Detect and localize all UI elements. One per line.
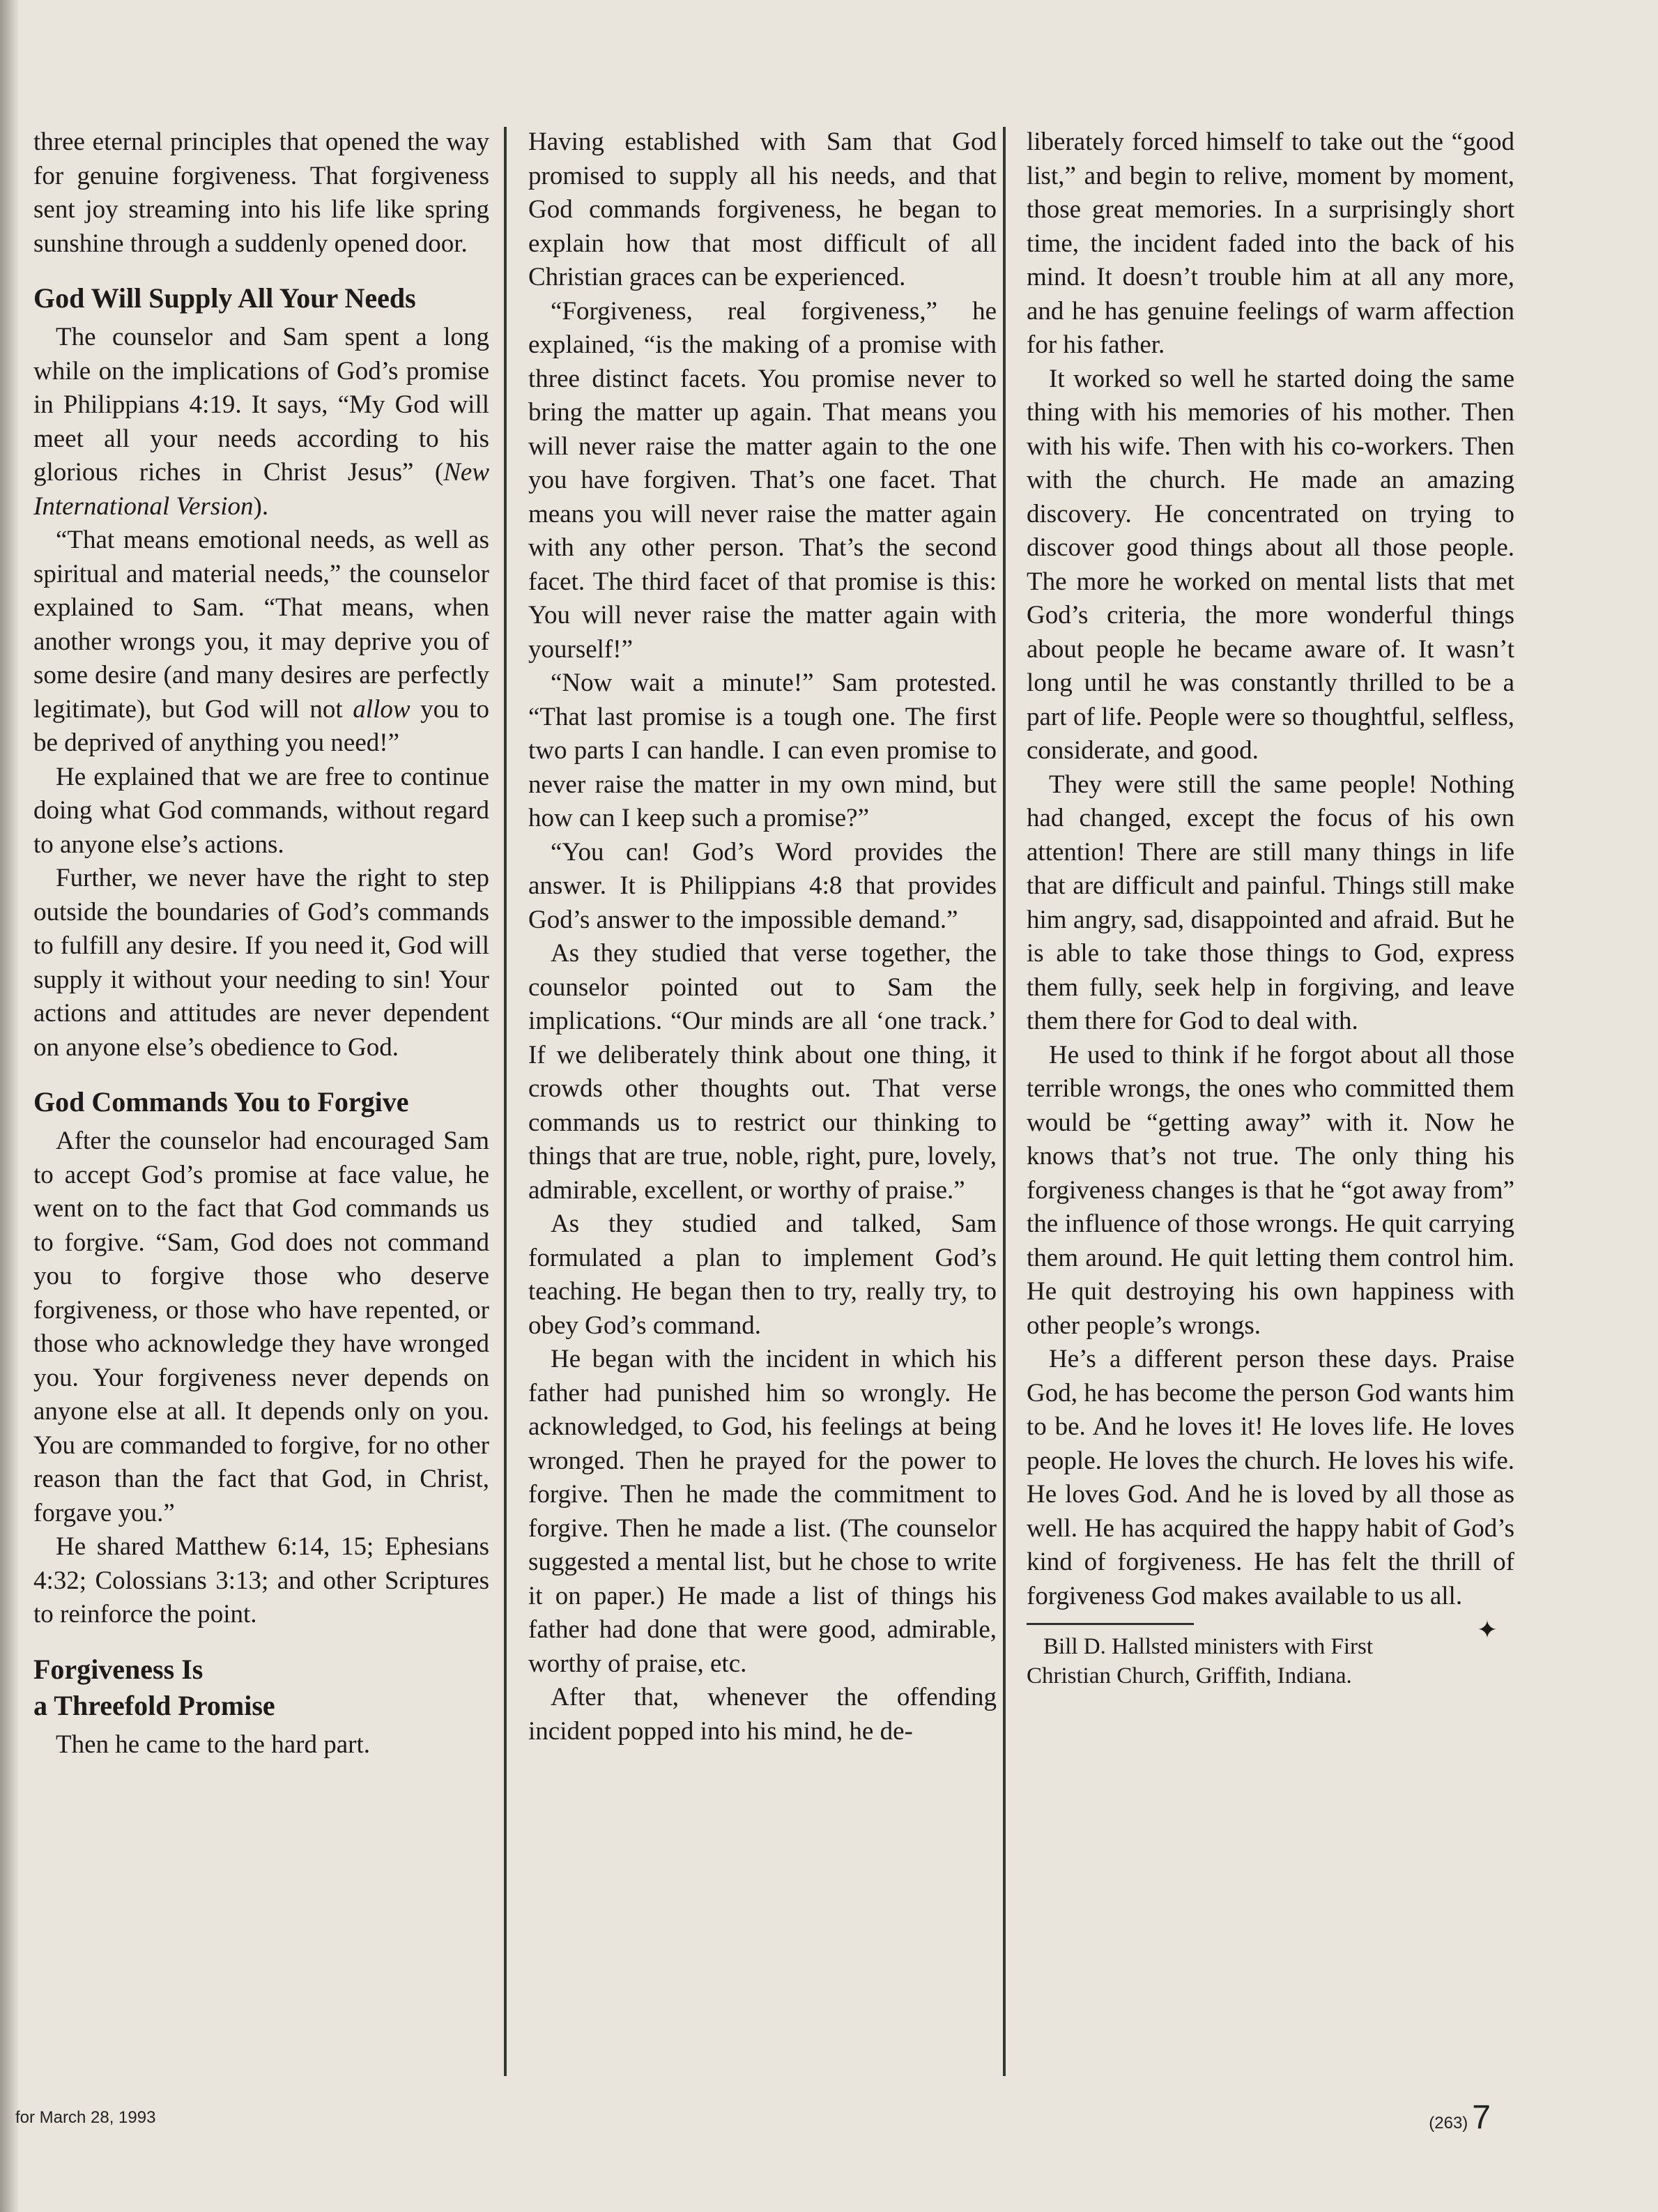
paragraph: As they studied and talked, Sam formulated a plan to implement God’s teaching. He began then to try, really try, to obey God’s command. xyxy=(528,1210,997,1340)
footer-page xyxy=(1429,2098,1491,2137)
paragraph: three eternal principles that opened the way for genuine forgiveness. That forgiveness sent joy streaming into his life like spring sunshine through a suddenly opened door. xyxy=(33,128,489,258)
page-edge-shadow xyxy=(0,0,20,2212)
footer-date: for March 28, 1993 xyxy=(15,2108,156,2127)
paragraph: Further, we never have the right to step outside the boundaries of God’s commands to fulfill any desire. If you need it, God will supply it without your needing to sin! Your actions and attitudes are never dependent on anyone else’s obedience to God. xyxy=(33,864,489,1062)
author-bio: Bill D. Hallsted ministers with First Christian Church, Griffith, Indiana. xyxy=(1027,1634,1374,1688)
bio-divider xyxy=(1027,1623,1194,1625)
paragraph: “Forgiveness, real forgiveness,” he explained, “is the making of a promise with three distinct facets. You promise never to bring the matter up again. That means you will never raise the matter again to the one you have forgiven. That’s one facet. That means you will never raise the matter again with any other person. That’s the second facet. The third facet of that promise is this: You will never raise the matter again with yourself!” xyxy=(528,296,997,664)
paragraph: He began with the incident in which his father had punished him so wrongly. He acknowledged, to God, his feelings at being wronged. Then he prayed for the power to forgive. Then he made the commitment to forgive. Then he made a list. (The counselor suggested a mental list, but he chose to write it on paper.) He made a list of things his father had done that were good, admirable, worthy of praise, etc. xyxy=(528,1345,997,1678)
page-number: 7 xyxy=(1472,2099,1491,2136)
section-heading-commands: God Commands You to Forgive xyxy=(33,1086,409,1118)
column-divider xyxy=(1003,127,1006,2076)
section-heading-needs: God Will Supply All Your Needs xyxy=(33,282,416,314)
paragraph: Then he came to the hard part. xyxy=(56,1730,370,1759)
paragraph: After that, whenever the offending incident popped into his mind, he de- xyxy=(528,1683,997,1746)
paragraph: It worked so well he started doing the same thing with his memories of his mother. Then with his wife. Then with his co-workers. Then with the church. He made an amazing discovery. He concentrated on trying to discover good things about all those people. The more he worked on mental lists that met God’s criteria, the more wonderful things about people he became aware of. It wasn’t long until he was constantly thrilled to be a part of life. People were so thoughtful, selfless, considerate, and good. xyxy=(1027,364,1514,765)
paragraph xyxy=(33,321,489,524)
text-run: ). xyxy=(253,491,269,521)
column-1 xyxy=(33,125,489,1762)
text-run: He’s a different person these days. Praise God, he has become the person God wants him to be. And he loves it! He loves life. He loves people. He loves the church. He loves his wife. He loves God. And he is loved by all those as well. He has acquired the happy habit of God’s kind of forgiveness. He has felt the thrill of forgiveness God makes available to us all. xyxy=(1027,1345,1514,1610)
paragraph: “You can! God’s Word provides the answer. It is Philippians 4:8 that provides God’s answer to the impossible demand.” xyxy=(528,837,997,934)
paragraph: They were still the same people! Nothing had changed, except the focus of his own attention! There are still many things in life that are difficult and painful. Things still make him angry, sad, disappointed and afraid. But he is able to take those things to God, express them fully, seek help in forgiving, and leave them there for God to deal with. xyxy=(1027,770,1514,1035)
paragraph: Having established with Sam that God promised to supply all his needs, and that God commands forgiveness, he began to explain how that most difficult of all Christian graces can be experienced. xyxy=(528,128,997,291)
column-2 xyxy=(528,125,997,1748)
folio-number: (263) xyxy=(1429,2114,1468,2133)
paragraph: “Now wait a minute!” Sam protested. “That last promise is a tough one. The first two parts I can handle. I can even promise to never raise the matter in my own mind, but how can I keep such a promise?” xyxy=(528,669,997,832)
paragraph: He explained that we are free to continue doing what God commands, without regard to anyone else’s actions. xyxy=(33,762,489,859)
end-mark-icon: ✦ xyxy=(1476,1616,1498,1644)
heading-line: a Threefold Promise xyxy=(33,1689,275,1721)
section-heading-threefold xyxy=(33,1652,489,1724)
column-3 xyxy=(1027,125,1514,1691)
italic-text: allow xyxy=(353,694,410,724)
paragraph xyxy=(1027,1343,1514,1644)
paragraph: liberately forced himself to take out the “good list,” and begin to relive, moment by moment, those great memories. In a surprisingly short time, the incident faded into the back of his mind. It doesn’t trouble him at all any more, and he has genuine feelings of warm affection for his father. xyxy=(1027,128,1514,359)
paragraph xyxy=(33,524,489,761)
paragraph: After the counselor had encouraged Sam to accept God’s promise at face value, he went on to the fact that God commands us to forgive. “Sam, God does not command you to forgive those who deserve forgiveness, or those who have repented, or those who acknowledge they have wronged you. Your forgiveness never depends on anyone else at all. It depends only on you. You are commanded to forgive, for no other reason than the fact that God, in Christ, forgave you.” xyxy=(33,1127,489,1527)
text-run: “That means emotional needs, as well as spiritual and material needs,” the counselor explained to Sam. “That means, when another wrongs you, it may deprive you of some desire (and many desires are perfectly legitimate), but God will not xyxy=(33,526,489,724)
paragraph: As they studied that verse together, the counselor pointed out to Sam the implications. “Our minds are all ‘one track.’ If we deliberately think about one thing, it crowds other thoughts out. That verse commands us to restrict our thinking to things that are true, noble, right, pure, lovely, admirable, excellent, or worthy of praise.” xyxy=(528,939,997,1205)
text-run: you to be deprived of anything you need!” xyxy=(33,694,490,757)
column-divider xyxy=(504,127,507,2076)
paragraph: He shared Matthew 6:14, 15; Ephesians 4:32; Colossians 3:13; and other Scriptures to reinforce the point. xyxy=(33,1532,489,1629)
heading-line: Forgiveness Is xyxy=(33,1653,204,1685)
paragraph: He used to think if he forgot about all those terrible wrongs, the ones who committed them would be “getting away” with it. Now he knows that’s not true. The only thing his forgiveness changes is that he “got away from” the influence of those wrongs. He quit carrying them around. He quit letting them control him. He quit destroying his own happiness with other people’s wrongs. xyxy=(1027,1040,1514,1340)
text-run: The counselor and Sam spent a long while on the implications of God’s promise in Philippians 4:19. It says, “My God will meet all your needs according to his glorious riches in Christ Jesus” ( xyxy=(33,323,489,487)
italic-text: New International Version xyxy=(33,458,489,521)
